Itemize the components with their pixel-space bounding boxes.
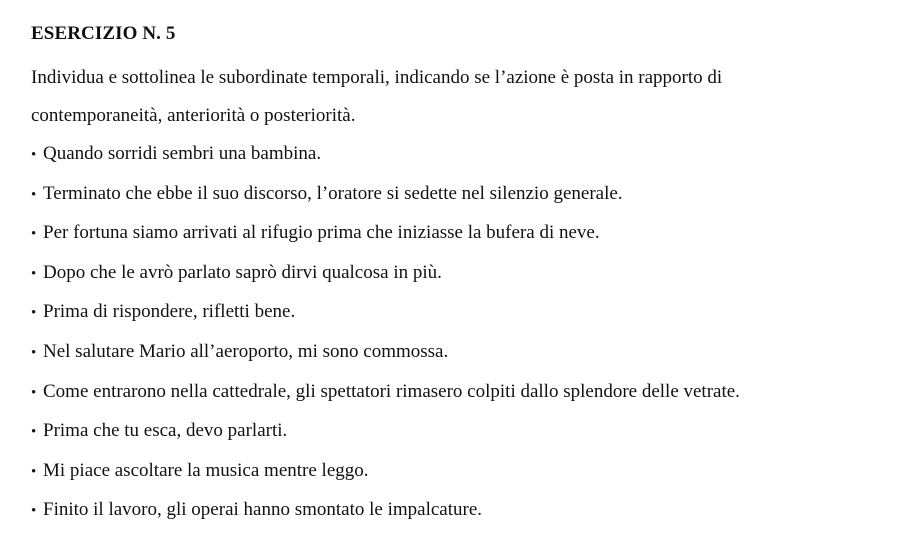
exercise-title: ESERCIZIO N. 5 bbox=[31, 23, 176, 44]
bullet-icon: • bbox=[31, 186, 37, 203]
sentence-text: Prima di rispondere, rifletti bene. bbox=[43, 301, 296, 323]
sentence-text: Per fortuna siamo arrivati al rifugio prima che iniziasse la bufera di neve. bbox=[43, 222, 600, 244]
bullet-icon: • bbox=[31, 424, 37, 441]
sentence-text: Finito il lavoro, gli operai hanno smontato le impalcature. bbox=[43, 499, 483, 521]
sentence-item bbox=[31, 293, 740, 333]
bullet-icon: • bbox=[31, 344, 37, 361]
sentence-item bbox=[31, 412, 740, 452]
sentence-text: Nel salutare Mario all’aeroporto, mi sono commossa. bbox=[43, 340, 449, 362]
sentence-text: Terminato che ebbe il suo discorso, l’oratore si sedette nel silenzio generale. bbox=[43, 182, 623, 204]
sentence-item bbox=[31, 214, 740, 254]
bullet-icon: • bbox=[31, 305, 37, 322]
bullet-icon: • bbox=[31, 265, 37, 282]
bullet-icon: • bbox=[31, 147, 37, 163]
bullet-icon: • bbox=[31, 384, 37, 401]
instruction-line: contemporaneità, anteriorità o posteriorità. bbox=[31, 105, 356, 126]
instruction-line: Individua e sottolinea le subordinate temporali, indicando se l’azione è posta in rapporto di bbox=[31, 67, 723, 88]
sentence-text: Dopo che le avrò parlato saprò dirvi qualcosa in più. bbox=[43, 261, 442, 283]
sentence-list bbox=[31, 135, 740, 531]
sentence-item bbox=[31, 175, 740, 215]
sentence-text: Prima che tu esca, devo parlarti. bbox=[43, 420, 288, 442]
sentence-text: Come entrarono nella cattedrale, gli spettatori rimasero colpiti dallo splendore delle vetrate. bbox=[43, 380, 740, 402]
bullet-icon: • bbox=[31, 463, 37, 480]
sentence-item bbox=[31, 491, 740, 531]
sentence-item bbox=[31, 373, 740, 413]
sentence-text: Quando sorridi sembri una bambina. bbox=[43, 143, 322, 164]
sentence-item bbox=[31, 135, 740, 175]
sentence-item bbox=[31, 254, 740, 294]
bullet-icon: • bbox=[31, 226, 37, 243]
bullet-icon: • bbox=[31, 503, 37, 520]
sentence-item bbox=[31, 333, 740, 373]
exercise-instructions bbox=[31, 59, 901, 135]
sentence-item bbox=[31, 452, 740, 492]
sentence-text: Mi piace ascoltare la musica mentre leggo. bbox=[43, 459, 369, 481]
